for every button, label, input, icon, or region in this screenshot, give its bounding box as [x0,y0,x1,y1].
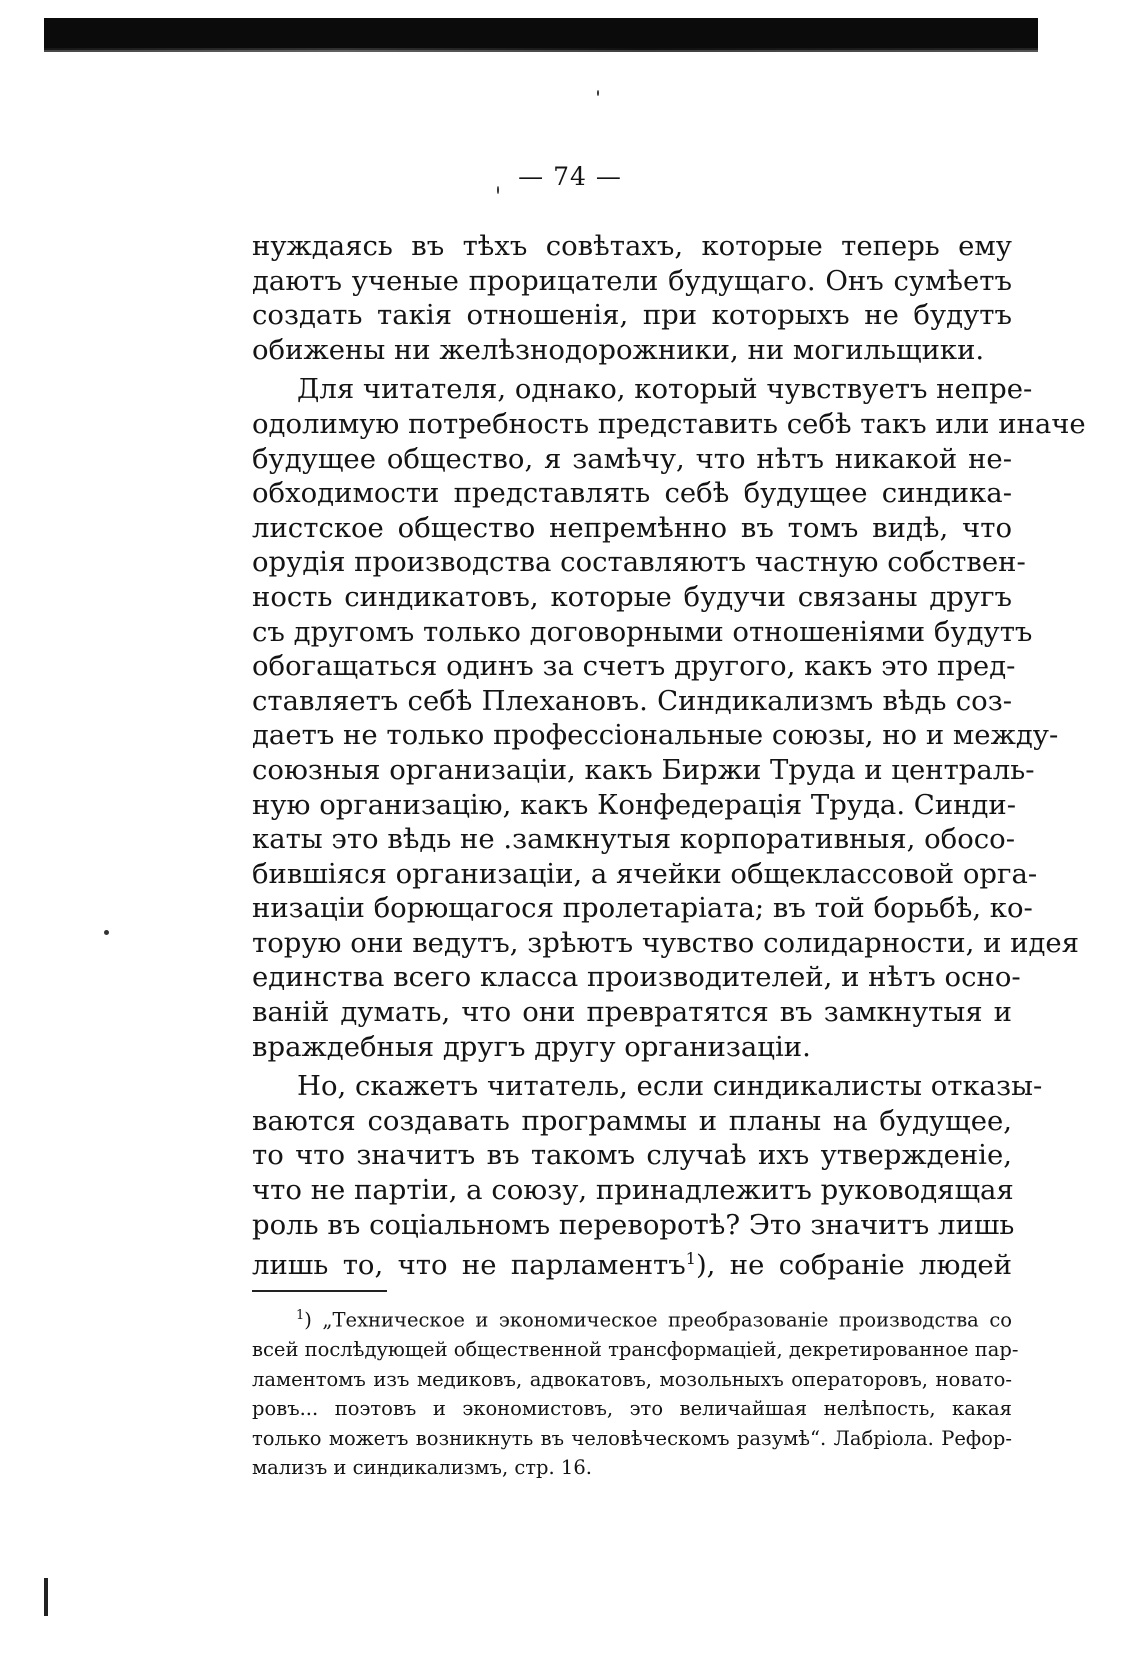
text-line: то что значитъ въ такомъ случаѣ ихъ утвержденіе, [252,1139,1012,1172]
scan-speck [597,90,599,96]
footnote [252,1301,1019,1483]
text-line: торую они ведутъ, зрѣютъ чувство солидарности, и идея [252,926,1080,959]
footnote-first-line: ) „Техническое и экономическое преобразованіе производства со [304,1308,1012,1332]
text-line: низаціи борющагося пролетаріата; въ той борьбѣ, ко- [252,892,1033,925]
text-line: ставляетъ себѣ Плехановъ. Синдикализмъ вѣдь соз- [252,684,1012,717]
text-line: даютъ ученые прорицатели будущаго. Онъ сумѣетъ [252,264,1012,297]
paragraph-2 [252,372,1086,1064]
footnote-marker: 1 [296,1308,305,1323]
text-line-start: лишь то, что не парламентъ [252,1249,686,1282]
text-line: Но, скажетъ читатель, если синдикалисты отказы- [297,1070,1043,1103]
text-line: единства всего класса производителей, и нѣтъ осно- [252,961,1021,994]
footnote-line: ровъ... поэтовъ и экономистовъ, это величайшая нелѣпость, какая [252,1397,1012,1420]
page-number: — 74 — [518,162,622,191]
footnote-reference[interactable]: 1 [685,1249,696,1269]
text-line: даетъ не только профессіональные союзы, но и между- [252,719,1059,752]
text-line: ваются создавать программы и планы на будущее, [252,1104,1012,1137]
main-text [252,229,1086,1283]
text-line: союзныя организаціи, какъ Биржи Труда и централь- [252,753,1035,786]
paragraph-3 [252,1069,1043,1283]
text-line: съ другомъ только договорными отношеніями будутъ [252,615,1033,648]
text-line-end: ), не собраніе людей [695,1249,1012,1282]
footnote-divider [252,1290,387,1292]
text-line: ность синдикатовъ, которые будучи связаны другъ [252,580,1012,613]
footnote-line: только можетъ возникнуть въ человѣческомъ разумѣ“. Лабріола. Рефор- [252,1426,1012,1450]
scan-speck [104,930,109,935]
text-line: нуждаясь въ тѣхъ совѣтахъ, которые теперь ему [252,230,1012,262]
text-line: листское общество непремѣнно въ томъ видѣ, что [252,511,1012,544]
paragraph-1 [252,229,1012,367]
footnote-line: ламентомъ изъ медиковъ, адвокатовъ, мозольныхъ операторовъ, новато- [252,1367,1012,1391]
text-line: ваній думать, что они превратятся въ замкнутыя и [252,996,1012,1029]
text-line: обходимости представлять себѣ будущее синдика- [252,477,1012,510]
scan-border-top [44,18,1038,50]
text-line: одолимую потребность представить себѣ такъ или иначе [252,407,1086,440]
footnote-line [252,1301,1012,1335]
text-line: орудія производства составляютъ частную собствен- [252,546,1026,579]
text-line: роль въ соціальномъ переворотѣ? Это значитъ лишь [252,1208,1015,1241]
scan-margin-mark [44,1578,48,1616]
footnote-line: мализъ и синдикализмъ, стр. 16. [252,1456,592,1479]
footnote-line: всей послѣдующей общественной трансформаціей, декретированное пар- [252,1338,1019,1361]
scan-border-edge [44,48,1038,52]
text-line: каты это вѣдь не .замкнутыя корпоративныя, обосо- [252,823,1016,856]
text-line: бившіяся организаціи, а ячейки общеклассовой орга- [252,857,1038,890]
scan-speck [497,186,499,194]
text-line: обогащаться одинъ за счетъ другого, какъ это пред- [252,650,1016,683]
text-line: Для читателя, однако, который чувствуетъ непре- [297,373,1033,406]
text-line: враждебныя другъ другу организаціи. [252,1030,811,1063]
text-line: обижены ни желѣзнодорожники, ни могильщики. [252,333,985,366]
text-line-with-footnote-ref [252,1242,1012,1283]
text-line: что не партіи, а союзу, принадлежитъ руководящая [252,1174,1014,1207]
text-line: ную организацію, какъ Конфедерація Труда. Синди- [252,788,1017,821]
text-line: будущее общество, я замѣчу, что нѣтъ никакой не- [252,442,1012,475]
text-line: создать такія отношенія, при которыхъ не будутъ [252,299,1012,332]
